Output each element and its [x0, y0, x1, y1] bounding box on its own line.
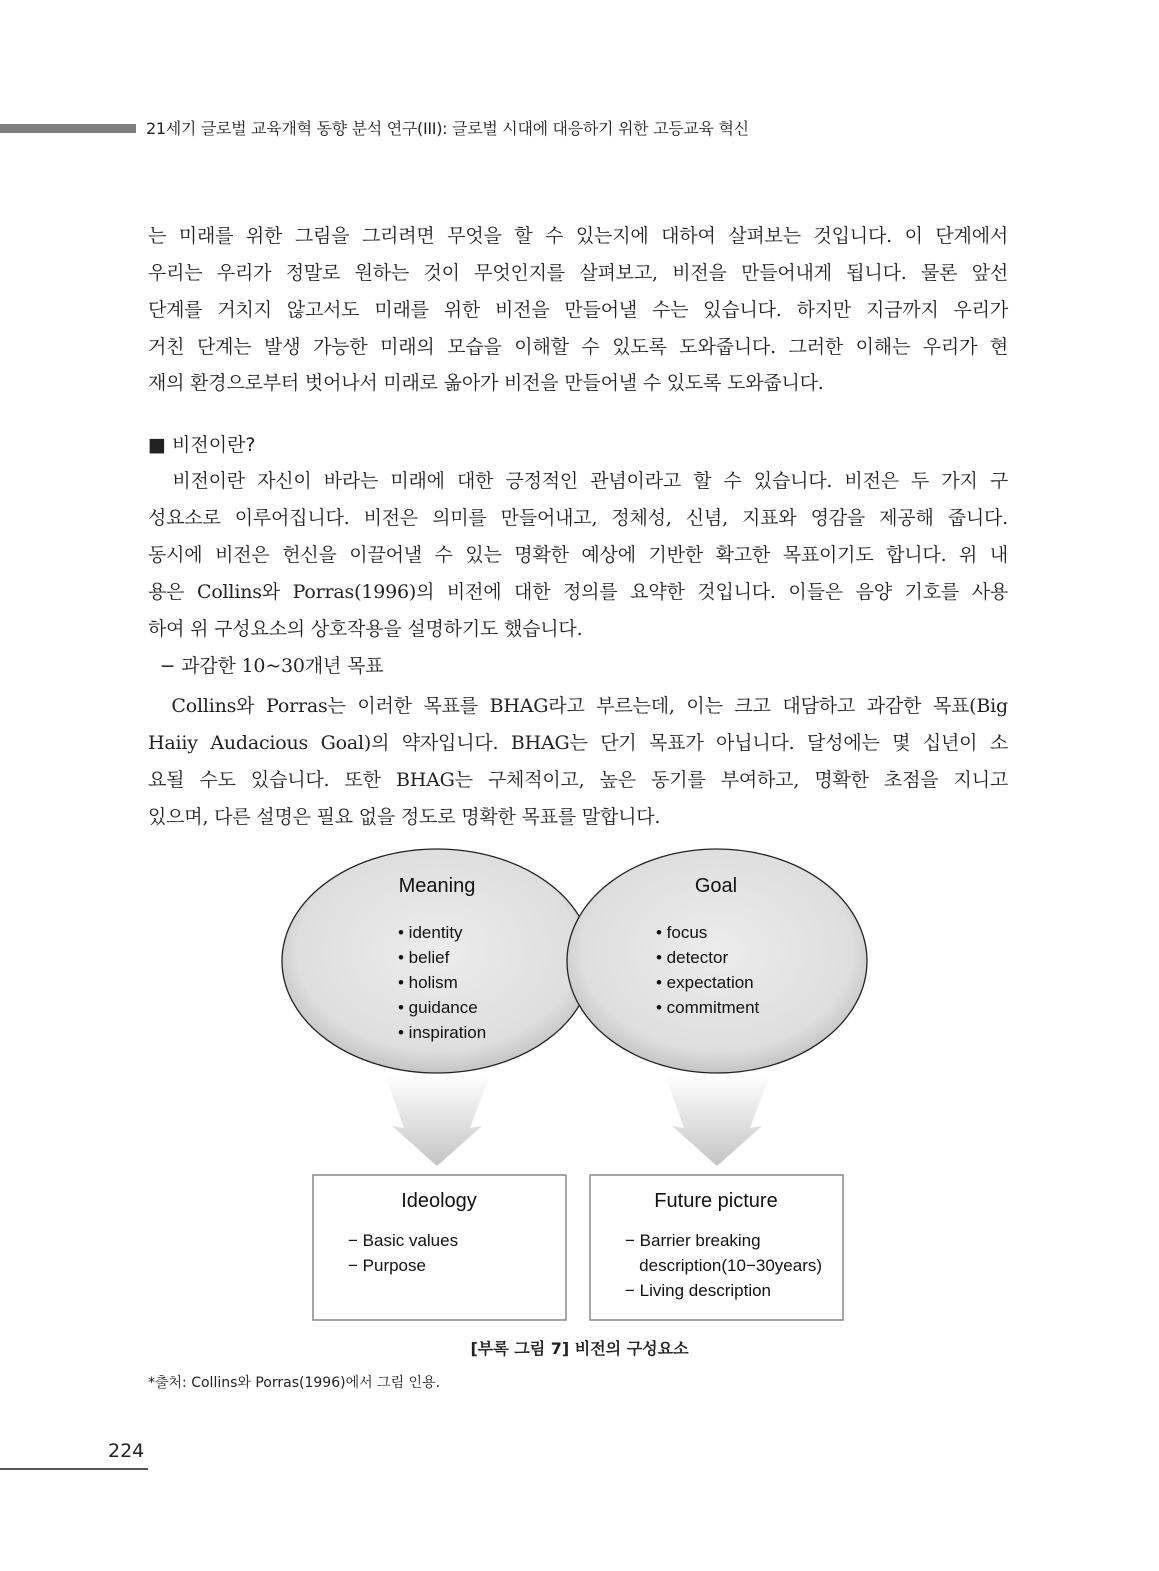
future-item: − Barrier breaking	[625, 1231, 761, 1250]
footer-rule	[0, 1468, 148, 1470]
body-line: 거친 단계는 발생 가능한 미래의 모습을 이해할 수 있도록 도와줍니다. 그러한 이해는 우리가 현	[148, 336, 1008, 358]
dash-item: − 과감한 10~30개년 목표	[148, 655, 384, 677]
goal-item: • commitment	[656, 998, 760, 1017]
meaning-item: • belief	[398, 948, 450, 967]
body-line: 단계를 거치지 않고서도 미래를 위한 비전을 만들어낼 수는 있습니다. 하지만 지금까지 우리가	[148, 299, 1008, 321]
section-heading: ■ 비전이란?	[148, 434, 256, 456]
figure-source: *출처: Collins와 Porras(1996)에서 그림 인용.	[148, 1375, 441, 1391]
goal-item: • expectation	[656, 973, 754, 992]
body-line: 용은 Collins와 Porras(1996)의 비전에 대한 정의를 요약한 것입니다. 이들은 음양 기호를 사용	[148, 581, 1008, 603]
meaning-item: • inspiration	[398, 1023, 487, 1042]
goal-title: Goal	[694, 875, 738, 897]
arrow-down-icon	[385, 1075, 490, 1166]
meaning-item: • guidance	[398, 998, 478, 1017]
goal-item: • focus	[656, 923, 708, 942]
body-line: 는 미래를 위한 그림을 그리려면 무엇을 할 수 있는지에 대하여 살펴보는 것입니다. 이 단계에서	[148, 225, 1008, 247]
body-line: 성요소로 이루어집니다. 비전은 의미를 만들어내고, 정체성, 신념, 지표와 영감을 제공해 줍니다.	[148, 507, 1008, 529]
body-line: 재의 환경으로부터 벗어나서 미래로 옮아가 비전을 만들어낼 수 있도록 도와줍니다.	[148, 372, 824, 394]
body-line: 비전이란 자신이 바라는 미래에 대한 긍정적인 관념이라고 할 수 있습니다. 비전은 두 가지 구	[148, 470, 1008, 492]
running-title: 21세기 글로벌 교육개혁 동향 분석 연구(III): 글로벌 시대에 대응하기 위한 고등교육 혁신	[146, 119, 749, 138]
body-line: 동시에 비전은 헌신을 이끌어낼 수 있는 명확한 예상에 기반한 확고한 목표이기도 합니다. 위 내	[148, 544, 1008, 566]
body-line: Haiiy Audacious Goal)의 약자입니다. BHAG는 단기 목표가 아닙니다. 달성에는 몇 십년이 소	[148, 732, 1009, 754]
page-number: 224	[108, 1440, 145, 1462]
future-title: Future picture	[654, 1190, 778, 1212]
ideology-item: − Basic values	[348, 1231, 459, 1250]
body-line: 우리는 우리가 정말로 원하는 것이 무엇인지를 살펴보고, 비전을 만들어내게 됩니다. 물론 앞선	[148, 262, 1008, 284]
body-line: 요될 수도 있습니다. 또한 BHAG는 구체적이고, 높은 동기를 부여하고, 명확한 초점을 지니고	[148, 769, 1008, 791]
meaning-title: Meaning	[398, 875, 476, 897]
ideology-title: Ideology	[401, 1190, 477, 1212]
figure-caption: [부록 그림 7] 비전의 구성요소	[470, 1339, 689, 1358]
body-line: 있으며, 다른 설명은 필요 없을 정도로 명확한 목표를 말합니다.	[148, 806, 661, 828]
arrow-down-icon	[665, 1075, 770, 1166]
future-item: − Living description	[625, 1281, 772, 1300]
ideology-item: − Purpose	[348, 1256, 426, 1275]
future-item: description(10−30years)	[625, 1256, 823, 1275]
body-line: Collins와 Porras는 이러한 목표를 BHAG라고 부르는데, 이는 크고 대담하고 과감한 목표(Big	[148, 695, 1008, 717]
goal-item: • detector	[656, 948, 729, 967]
meaning-item: • identity	[398, 923, 463, 942]
body-line: 하여 위 구성요소의 상호작용을 설명하기도 했습니다.	[148, 618, 583, 640]
meaning-item: • holism	[398, 973, 458, 992]
